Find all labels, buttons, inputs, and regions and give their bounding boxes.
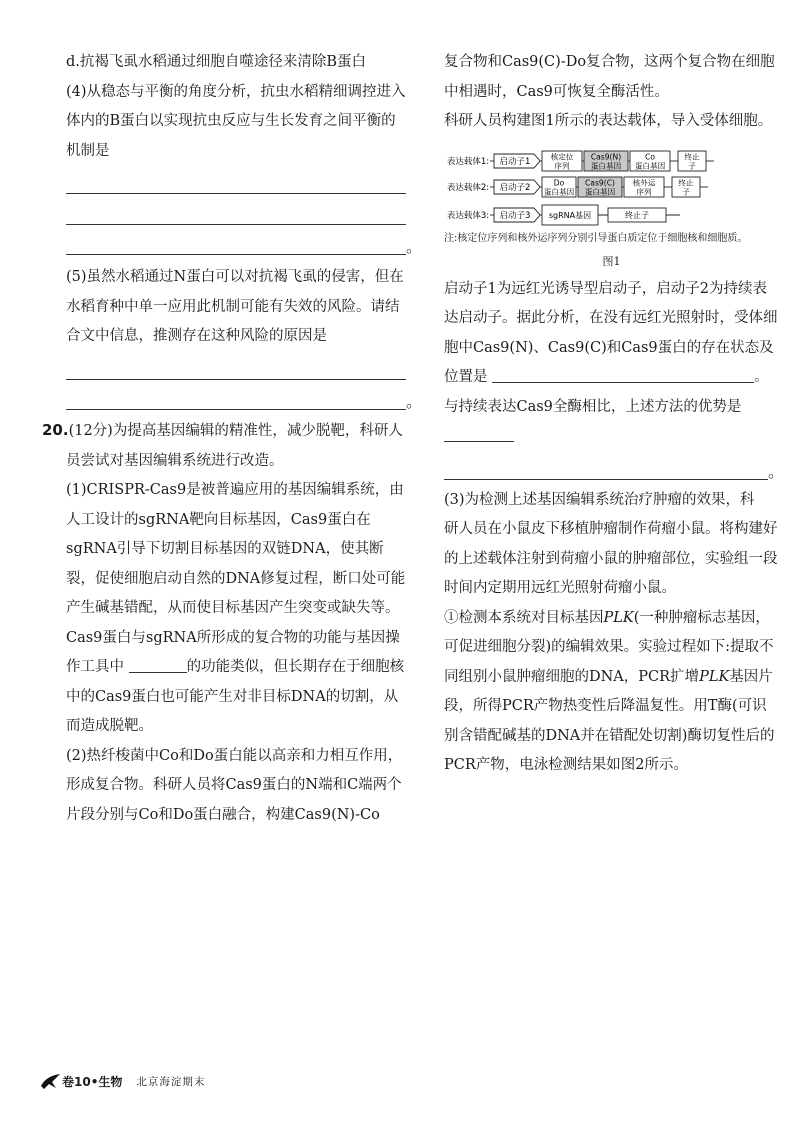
- terminator-label: 终止: [678, 178, 694, 187]
- gene-label: 蛋白基因: [590, 161, 622, 170]
- promoter-label: 启动子2: [499, 182, 531, 193]
- q3-1-text-b: (一种肿瘤标志基因，可促进细胞分裂)的编辑效果。实验过程如下:提取不同组别小鼠肿瘤细胞的DNA，PCR扩增: [444, 609, 774, 685]
- gene-label: 蛋白基因: [634, 161, 666, 170]
- gene-label: Cas9(N): [590, 152, 622, 161]
- terminator-label: 终止: [684, 152, 700, 161]
- question-20-intro: (12分)为提高基因编辑的精准性，减少脱靶，科研人员尝试对基因编辑系统进行改造。: [66, 423, 403, 469]
- question-20-part-2: (2)热纤梭菌中Co和Do蛋白能以高亲和力相互作用，形成复合物。科研人员将Cas9蛋白的N端和C端两个片段分别与Co和Do蛋白融合，构建Cas9(N)-Co: [66, 747, 403, 823]
- plk-gene-2: PLK: [699, 668, 730, 685]
- answer-line-advantage-2[interactable]: [444, 452, 768, 480]
- gene-label: Cas9(C): [585, 178, 615, 187]
- answer-line-q4-2[interactable]: [66, 197, 406, 225]
- terminator-label: 子: [688, 161, 696, 170]
- option-d: d.抗褐飞虱水稻通过细胞自噬途径来清除B蛋白: [66, 54, 367, 70]
- answer-line-q4-1[interactable]: [66, 166, 406, 194]
- q20-1-text-a: (1)CRISPR-Cas9是被普遍应用的基因编辑系统，由人工设计的sgRNA靶向目标基因，Cas9蛋白在sgRNA引导下切割目标基因的双链DNA，使其断裂，促使细胞启动自然的DNA修复过程，断口处可能产生碱基错配，从而使目标基因产生突变或缺失等。Cas9蛋白与sgRNA所形成的复合物的功能与基因操作工具中: [66, 482, 406, 675]
- left-column: [42, 48, 406, 830]
- question-3-1: [444, 604, 779, 781]
- figure-caption: 图1: [602, 254, 621, 268]
- question-20: [42, 416, 406, 476]
- answer-blank-state[interactable]: [492, 365, 754, 383]
- promoter-label: 启动子3: [499, 210, 531, 221]
- promoter-label: 启动子1: [499, 156, 531, 167]
- question-20-part-1: [66, 476, 406, 742]
- terminator-label: 终止子: [625, 210, 649, 220]
- answer-line-q5-2[interactable]: [66, 382, 406, 410]
- figure-1: [444, 145, 779, 273]
- q3-1-text-c: 基因片段，所得PCR产物热变性后降温复性。用T酶(可识别含错配碱基的DNA并在错配处切割)酶切复性后的PCR产物，电泳检测结果如图2所示。: [444, 668, 775, 773]
- q20-2-continued: 复合物和Cas9(C)-Do复合物，这两个复合物在细胞中相遇时，Cas9可恢复全酶活性。: [444, 54, 775, 100]
- footer-source: 北京海淀期末: [136, 1075, 206, 1088]
- question-4: (4)从稳态与平衡的角度分析，抗虫水稻精细调控进入体内的B蛋白以实现抗虫反应与生长发育之间平衡的机制是: [66, 83, 406, 159]
- gene-label: 核外运: [632, 178, 656, 187]
- q3-1-text-a: ①检测本系统对目标基因: [444, 609, 604, 626]
- promoter-text-b: 。与持续表达Cas9全酶相比，上述方法的优势是: [444, 369, 769, 415]
- question-5: (5)虽然水稻通过N蛋白可以对抗褐飞虱的侵害，但在水稻育种中单一应用此机制可能有失效的风险。请结合文中信息，推测存在这种风险的原因是: [66, 269, 404, 344]
- gene-label: Do: [553, 178, 565, 187]
- figure-note: 注:核定位序列和核外运序列分别引导蛋白质定位于细胞核和细胞质。: [444, 232, 748, 244]
- answer-line-q4-3[interactable]: [66, 227, 406, 255]
- q20-1-text-b: 的功能类似，但长期存在于细胞核中的Cas9蛋白也可能产生对非目标DNA的切割，从而造成脱靶。: [66, 659, 405, 734]
- terminator-label: 子: [682, 187, 690, 196]
- promoter-text: [444, 275, 779, 452]
- vector-label: 表达载体3:: [446, 210, 490, 221]
- gene-label: 序列: [554, 161, 570, 170]
- gene-label: 蛋白基因: [584, 187, 616, 196]
- vector-diagram: [444, 145, 779, 227]
- right-column: [444, 48, 779, 781]
- footer-label: 卷10•生物: [62, 1074, 123, 1089]
- promoter-text-a: 启动子1为远红光诱导型启动子，启动子2为持续表达启动子。据此分析，在没有远红光照射时，受体细胞中Cas9(N)、Cas9(C)和Cas9蛋白的存在状态及位置是: [444, 280, 778, 385]
- vector-label: 表达载体1:: [446, 156, 490, 167]
- vector-label: 表达载体2:: [446, 182, 490, 193]
- gene-label: 核定位: [550, 152, 574, 161]
- gene-label: 序列: [636, 187, 652, 196]
- answer-line-q5-1[interactable]: [66, 352, 406, 380]
- page-footer: [40, 1072, 205, 1090]
- gene-label: sgRNA基因: [548, 210, 592, 220]
- gene-label: Co: [645, 152, 655, 161]
- answer-blank-q20-1[interactable]: [129, 655, 187, 673]
- figure-intro: 科研人员构建图1所示的表达载体，导入受体细胞。: [444, 113, 773, 129]
- gene-label: 蛋白基因: [543, 187, 575, 196]
- paper-plane-icon: [40, 1072, 62, 1090]
- question-number-20: 20.: [42, 421, 69, 439]
- plk-gene: PLK: [603, 609, 634, 626]
- question-3: (3)为检测上述基因编辑系统治疗肿瘤的效果，科研人员在小鼠皮下移植肿瘤制作荷瘤小鼠。将构建好的上述载体注射到荷瘤小鼠的肿瘤部位，实验组一段时间内定期用远红光照射荷瘤小鼠。: [444, 491, 778, 596]
- answer-blank-advantage-1[interactable]: [444, 424, 514, 442]
